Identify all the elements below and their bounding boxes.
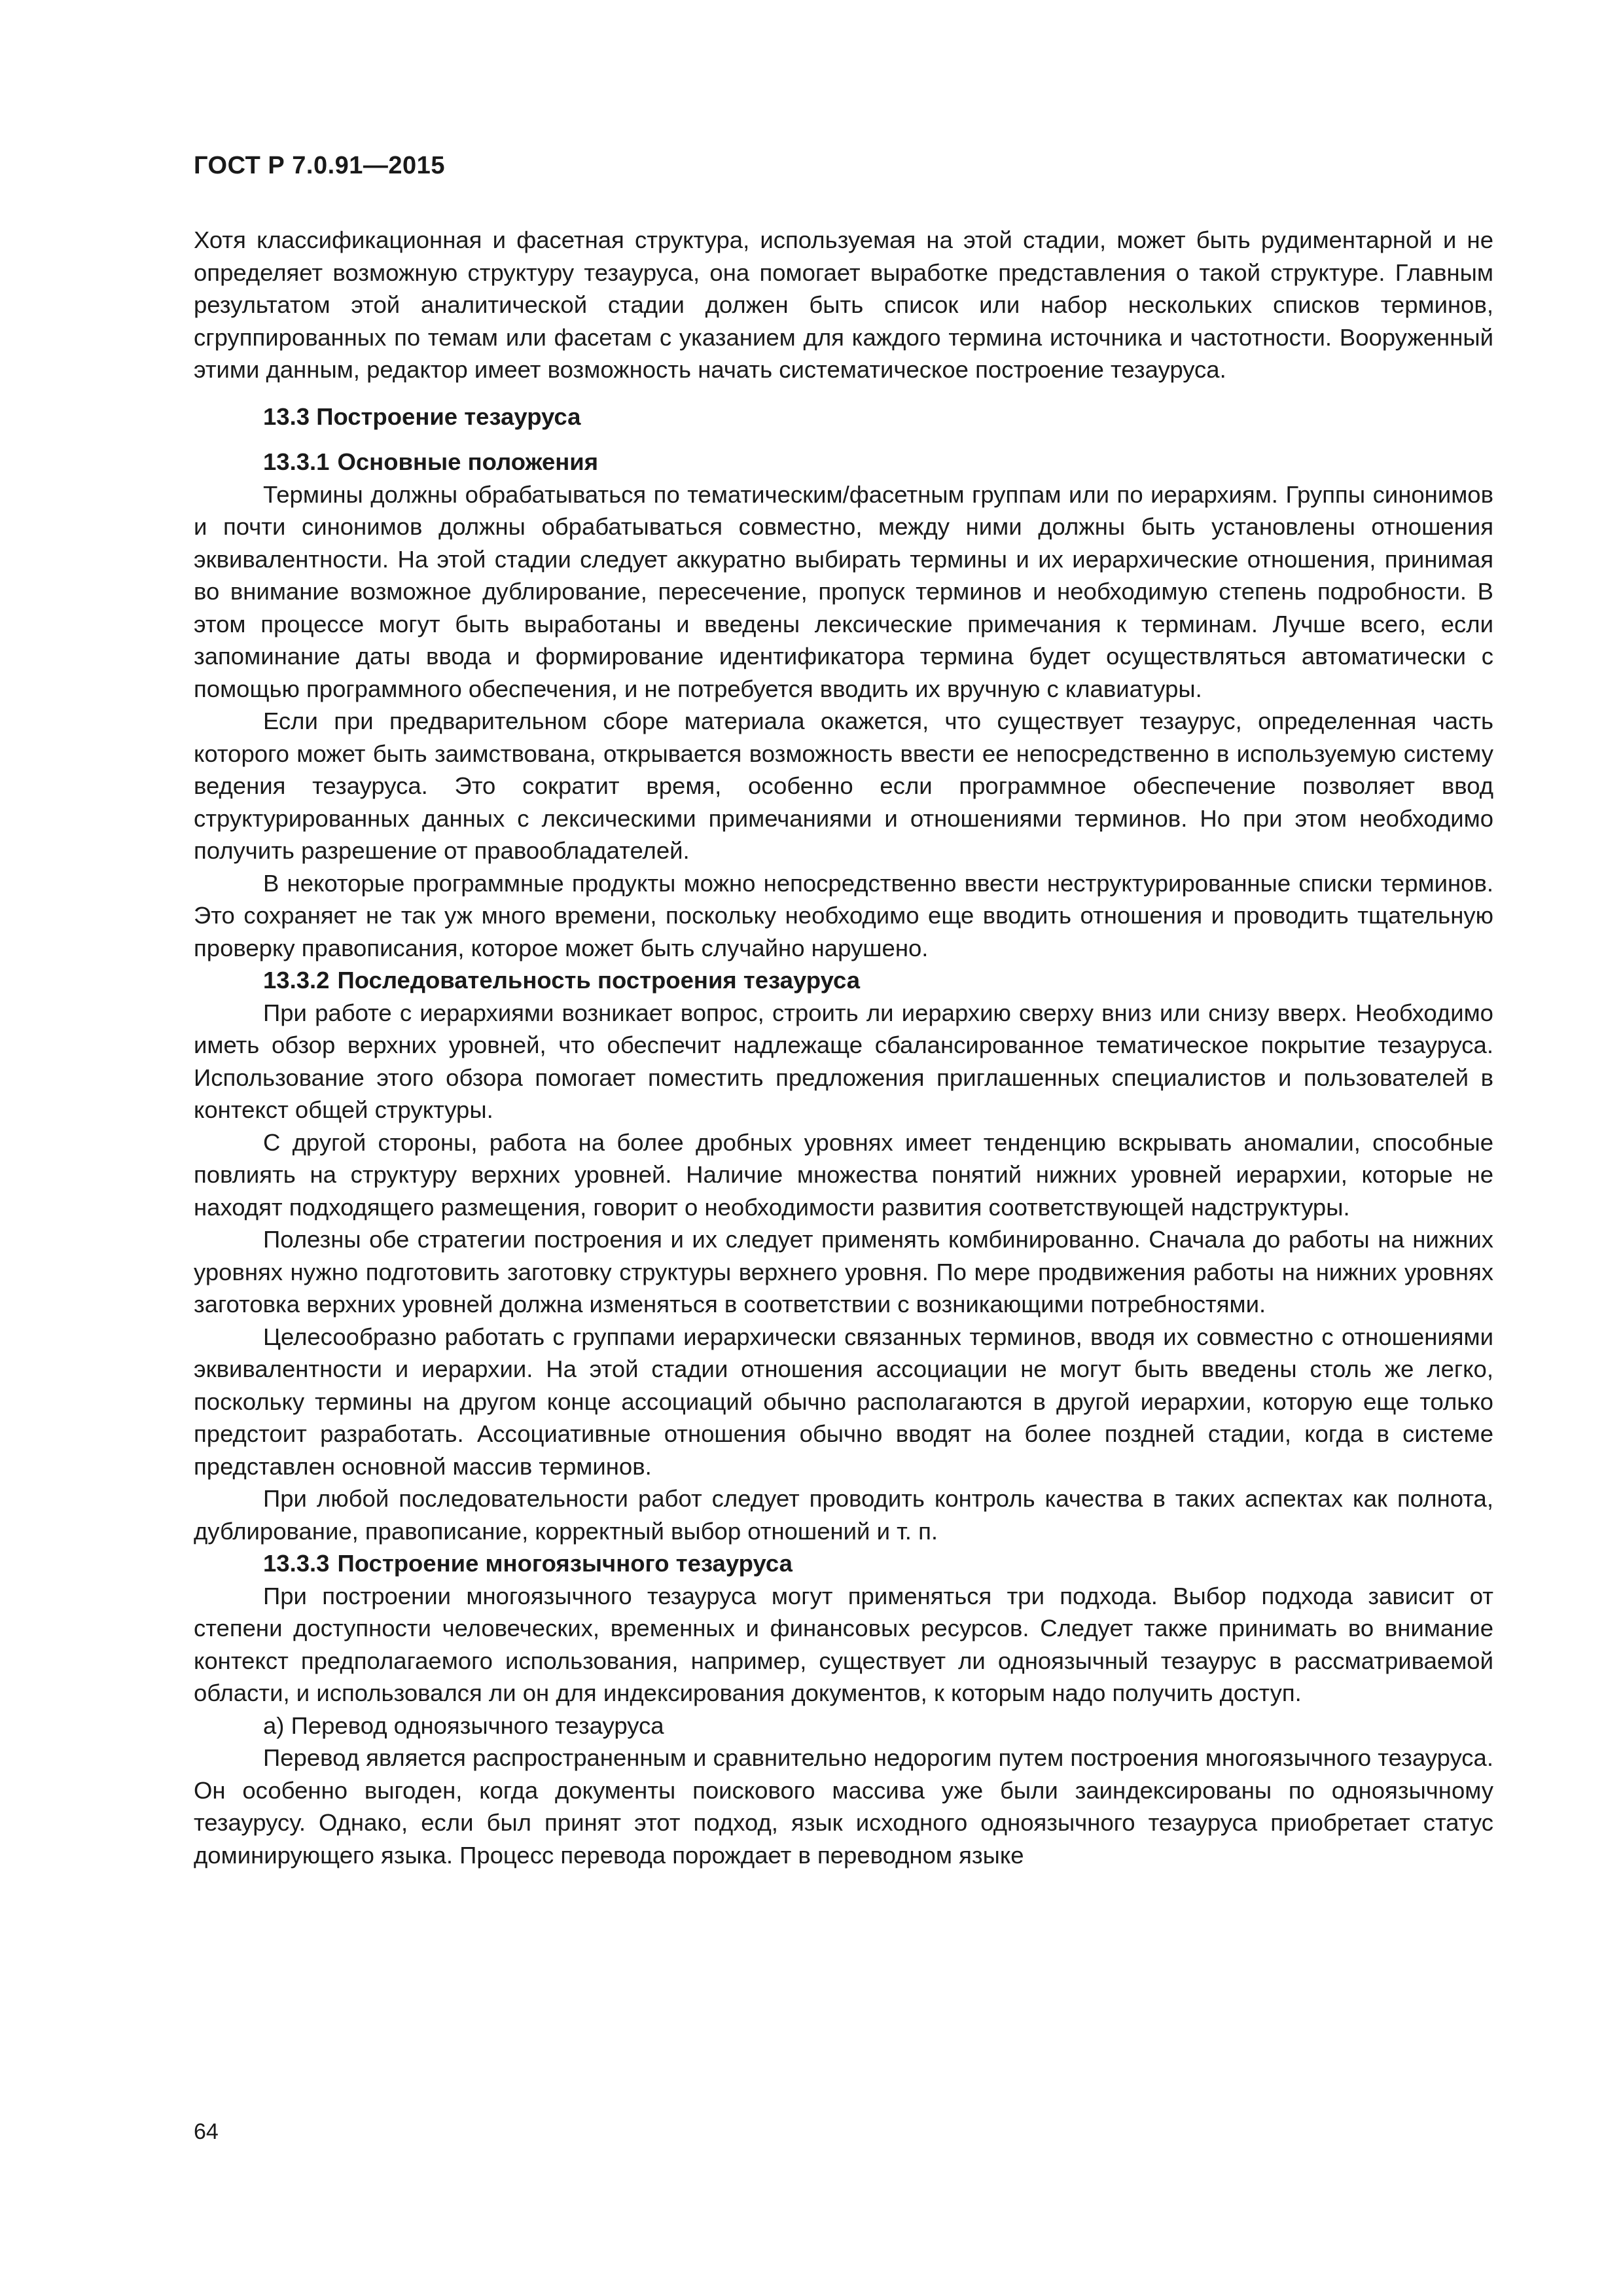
paragraph: При построении многоязычного тезауруса могут применяться три подхода. Выбор подхода зависит от степени доступности человеческих, временных и финансовых ресурсов. Следует также принимать во внимание контекст предполагаемого использования, например, существует ли одноязычный тезаурус в рассматриваемой области, и использовался ли он для индексирования документов, к которым надо получить доступ.: [194, 1582, 1493, 1706]
subsection-heading-13-3-1: [194, 446, 1493, 478]
subsection-title: Последовательность построения тезауруса: [337, 967, 861, 994]
subsection-number: 13.3.1: [263, 448, 330, 475]
subsection-heading-13-3-2: [194, 964, 1493, 997]
paragraph: Термины должны обрабатываться по тематическим/фасетным группам или по иерархиям. Группы синонимов и почти синонимов должны обрабатываться совместно, между ними должны быть установлены отношения эквивалентности. На этой стадии следует аккуратно выбирать термины и их иерархические отношения, принимая во внимание возможное дублирование, пересечение, пропуск терминов и необходимую степень подробности. В этом процессе могут быть выработаны и введены лексические примечания к терминам. Лучше всего, если запоминание даты ввода и формирование идентификатора термина будет осуществляться автоматически с помощью программного обеспечения, и не потребуется вводить их вручную с клавиатуры.: [194, 480, 1493, 702]
paragraph: При любой последовательности работ следует проводить контроль качества в таких аспектах как полнота, дублирование, правописание, корректный выбор отношений и т. п.: [194, 1485, 1493, 1545]
paragraph: С другой стороны, работа на более дробных уровнях имеет тенденцию вскрывать аномалии, способные повлиять на структуру верхних уровней. Наличие множества понятий нижних уровней иерархии, которые не находят подходящего размещения, говорит о необходимости развития соответствующей надструктуры.: [194, 1128, 1493, 1221]
page-number: 64: [194, 2119, 219, 2144]
intro-paragraph: Хотя классификационная и фасетная структура, используемая на этой стадии, может быть рудиментарной и не определяет возможную структуру тезауруса, она помогает выработке представления о такой структуре. Главным результатом этой аналитической стадии должен быть список или набор нескольких списков терминов, сгруппированных по темам или фасетам с указанием для каждого термина источника и частотности. Вооруженный этими данным, редактор имеет возможность начать систематическое построение тезауруса.: [194, 226, 1493, 383]
paragraph: Целесообразно работать с группами иерархически связанных терминов, вводя их совместно с отношениями эквивалентности и иерархии. На этой стадии отношения ассоциации не могут быть введены столь же легко, поскольку термины на другом конце ассоциаций обычно располагаются в другой иерархии, которую еще только предстоит разработать. Ассоциативные отношения обычно вводят на более поздней стадии, когда в системе представлен основной массив терминов.: [194, 1323, 1493, 1480]
section-title: Построение тезауруса: [316, 403, 581, 430]
section-number: 13.3: [263, 403, 310, 430]
document-body: [194, 224, 1493, 1871]
subsection-number: 13.3.3: [263, 1550, 330, 1577]
subsection-heading-13-3-3: [194, 1547, 1493, 1580]
paragraph: При работе с иерархиями возникает вопрос, строить ли иерархию сверху вниз или снизу вверх. Необходимо иметь обзор верхних уровней, что обеспечит надлежаще сбалансированное тематическое покрытие тезауруса. Использование этого обзора помогает поместить предложения приглашенных специалистов и пользователей в контекст общей структуры.: [194, 999, 1493, 1123]
subsection-number: 13.3.2: [263, 967, 330, 994]
paragraph: Если при предварительном сборе материала окажется, что существует тезаурус, определенная часть которого может быть заимствована, открывается возможность ввести ее непосредственно в используемую систему ведения тезауруса. Это сократит время, особенно если программное обеспечение позволяет ввод структурированных данных с лексическими примечаниями и отношениями терминов. Но при этом необходимо получить разрешение от правообладателей.: [194, 708, 1493, 864]
document-header: ГОСТ Р 7.0.91—2015: [194, 152, 445, 179]
paragraph: Перевод является распространенным и сравнительно недорогим путем построения многоязычного тезауруса. Он особенно выгоден, когда документы поискового массива уже были заиндексированы по одноязычному тезаурусу. Однако, если был принят этот подход, язык исходного одноязычного тезауруса приобретает статус доминирующего языка. Процесс перевода порождает в переводном языке: [194, 1744, 1493, 1869]
section-heading-13-3: [194, 401, 1493, 433]
subsection-title: Основные положения: [337, 448, 599, 475]
paragraph: В некоторые программные продукты можно непосредственно ввести неструктурированные списки терминов. Это сохраняет не так уж много времени, поскольку необходимо еще вводить отношения и проводить тщательную проверку правописания, которое может быть случайно нарушено.: [194, 869, 1493, 961]
paragraph: Полезны обе стратегии построения и их следует применять комбинированно. Сначала до работы на нижних уровнях нужно подготовить заготовку структуры верхнего уровня. По мере продвижения работы на нижних уровнях заготовка верхних уровней должна изменяться в соответствии с возникающими потребностями.: [194, 1226, 1493, 1318]
list-item-a: а) Перевод одноязычного тезауруса: [263, 1712, 664, 1739]
subsection-title: Построение многоязычного тезауруса: [337, 1550, 793, 1577]
